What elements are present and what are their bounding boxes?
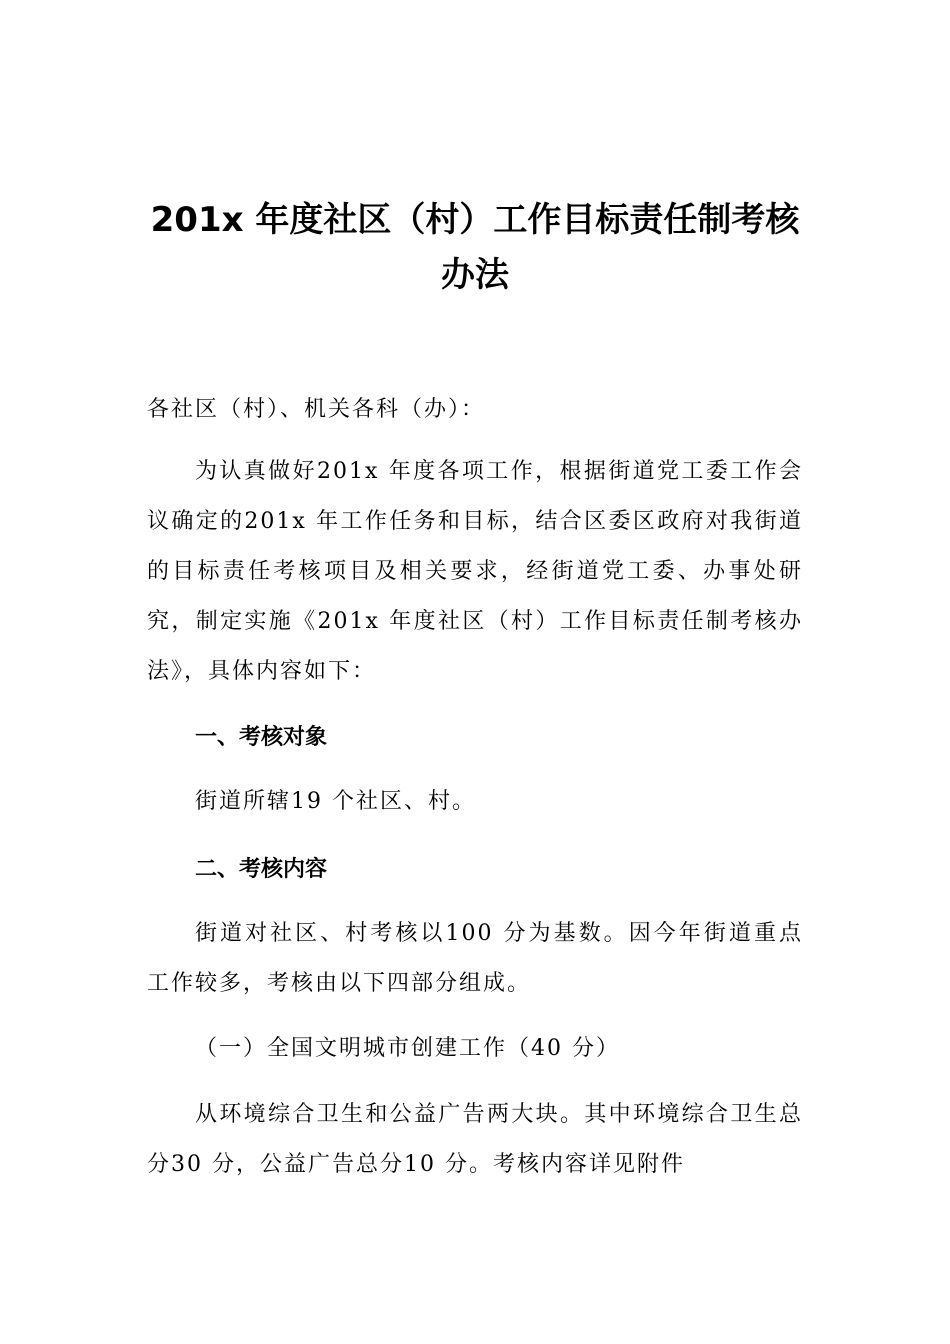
section-heading-assessment-content: 二、考核内容 (195, 857, 328, 882)
subsection-heading-civilized-city: （一）全国文明城市创建工作（40 分） (195, 1036, 620, 1061)
section-heading-assessment-targets: 一、考核对象 (195, 725, 328, 750)
section-text-assessment-targets: 街道所辖19 个社区、村。 (195, 789, 476, 814)
document-title: 201x 年度社区（村）工作目标责任制考核办法 (150, 200, 800, 295)
intro-paragraph: 为认真做好201x 年度各项工作，根据街道党工委工作会议确定的201x 年工作任务和目标，结合区委区政府对我街道的目标责任考核项目及相关要求，经街道党工委、办事处研究，制定实施《201x 年度社区（村）工作目标责任制考核办法》，具体内容如下： (147, 459, 803, 684)
subsection-text-civilized-city: 从环境综合卫生和公益广告两大块。其中环境综合卫生总分30 分，公益广告总分10 分。考核内容详见附件 (147, 1102, 803, 1177)
section-text-assessment-content: 街道对社区、村考核以100 分为基数。因今年街道重点工作较多，考核由以下四部分组成。 (147, 921, 803, 996)
salutation: 各社区（村）、机关各科（办）： (147, 397, 486, 422)
document-page (147, 0, 803, 1344)
